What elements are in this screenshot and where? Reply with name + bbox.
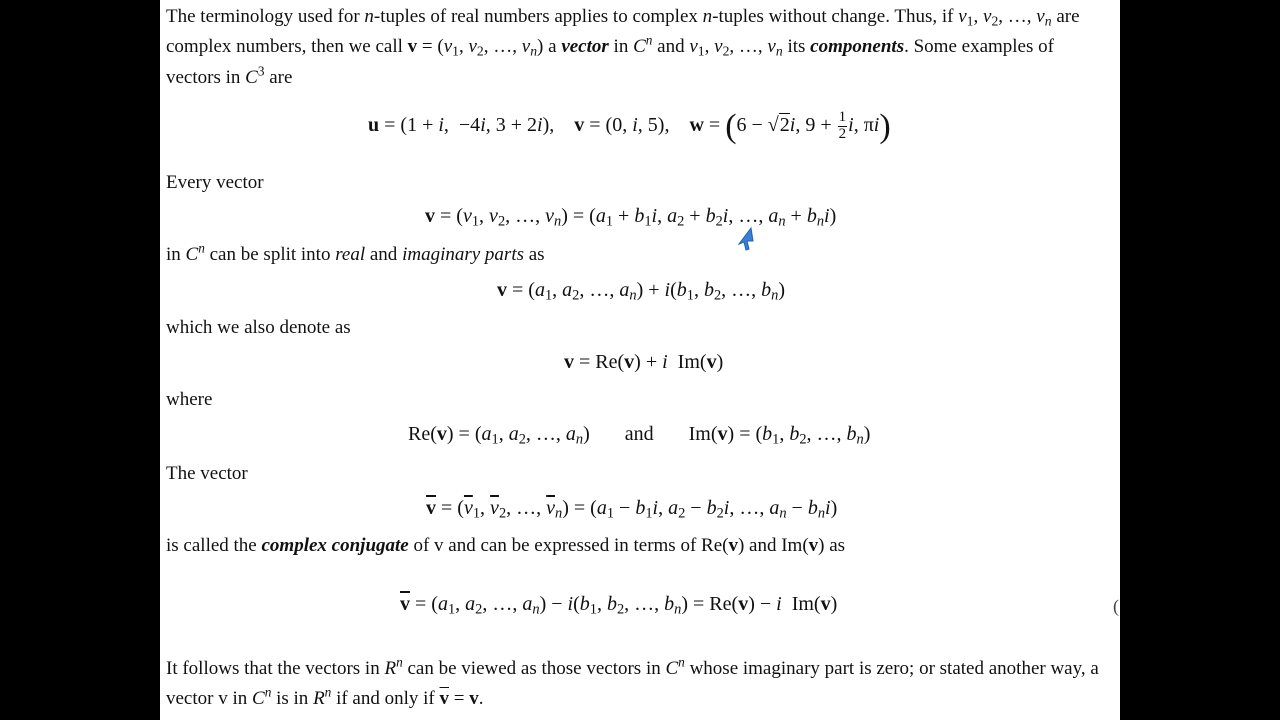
paragraph-split: in $C^n$ can be split into real and imaginary parts as bbox=[166, 240, 545, 265]
equation-examples: u = (1 + i, −4i, 3 + 2i), v = (0, i, 5), w = (6 − √2i, 9 + $\frac{1}{2}$ i, πi) bbox=[368, 108, 891, 145]
paragraph-the-vector: The vector bbox=[166, 463, 248, 484]
equation-conjugate: $\overline{v} = (\overline{v}_1$, $\overline{v}_2$, …, $\overline{v}_n) = (a_1 - b_1i$, $a_2 - b_2i$, …, $a_n - b_ni$) bbox=[426, 497, 838, 522]
mouse-pointer-icon bbox=[737, 226, 757, 257]
document-page bbox=[160, 0, 1120, 720]
paragraph-intro-line-1: The terminology used for n-tuples of real numbers applies to complex n-tuples without change. Thus, if $v_1$, $v_2$, …, $v_n$ are bbox=[166, 6, 1080, 29]
equation-expand: $v = (v_1$, $v_2$, …, $v_n) = (a_1 + b_1i$, $a_2 + b_2i$, …, $a_n + b_ni$) bbox=[425, 205, 837, 230]
equation-split: $v = (a_1$, $a_2$, …, $a_n) + i(b_1$, $b_2$, …, $b_n$) bbox=[497, 279, 786, 304]
equation-re-im: v = Re(v) + i Im(v) bbox=[564, 351, 724, 373]
clipped-glyph: ( bbox=[1113, 596, 1119, 616]
equation-conjugate-re-im: $\overline{v} = (a_1$, $a_2$, …, $a_n) - i(b_1$, $b_2$, …, $b_n) = Re(v) - i$ Im(v) bbox=[400, 593, 838, 618]
paragraph-also-denote: which we also denote as bbox=[166, 317, 351, 338]
paragraph-follows-line-2: vector v in $C^n$ is in $R^n$ if and only if $\overline{v} = v$. bbox=[166, 684, 484, 709]
paragraph-intro-line-3: vectors in $C^3$ are bbox=[166, 63, 293, 88]
paragraph-follows-line-1: It follows that the vectors in $R^n$ can be viewed as those vectors in $C^n$ whose imaginary part is zero; or stated another way, a bbox=[166, 654, 1099, 679]
equation-defs: $Re(v) = (a_1$, $a_2$, …, $a_n$) and $Im(v) = (b_1$, $b_2$, …, $b_n$) bbox=[408, 423, 871, 448]
paragraph-conjugate: is called the complex conjugate of v and can be expressed in terms of Re(v) and Im(v) as bbox=[166, 535, 846, 556]
paragraph-where: where bbox=[166, 389, 213, 410]
paragraph-intro-line-2: complex numbers, then we call $v = (v_1$, $v_2$, …, $v_n$) a vector in $C^n$ and $v_1$, $v_2$, …, $v_n$ its components. Some examples of bbox=[166, 32, 1054, 59]
paragraph-every-vector: Every vector bbox=[166, 172, 264, 193]
